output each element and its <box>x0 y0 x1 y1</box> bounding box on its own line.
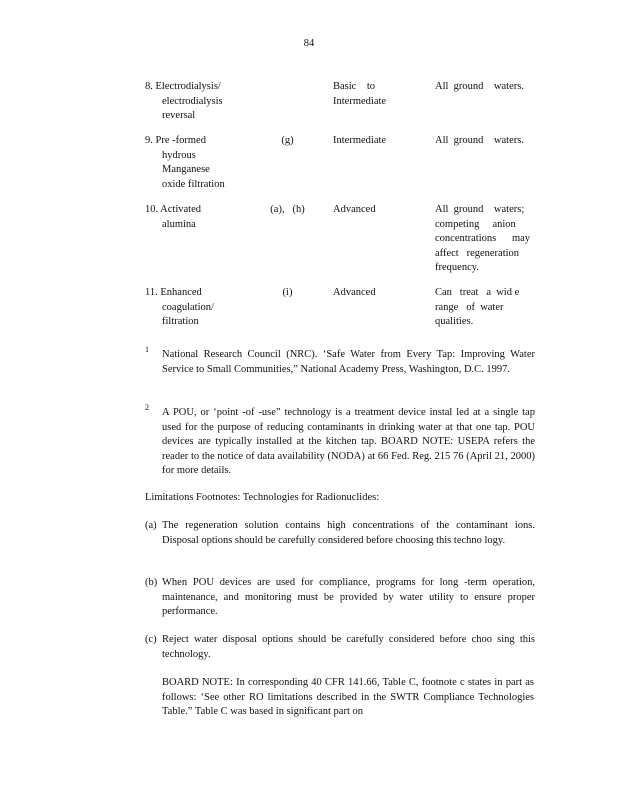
limitation-item <box>145 519 535 548</box>
limitation-text: Reject water disposal options should be carefully considered before choo sing this technology. <box>162 634 535 660</box>
operator-skill: Intermediate <box>333 135 387 146</box>
technology-name: 10. Activated alumina <box>145 204 201 230</box>
footnote-mark: 1 <box>145 345 149 354</box>
footnote <box>145 403 535 479</box>
limitation-text: The regeneration solution contains high concentrations of the contaminant ions. Disposal options should be carefully considered before choosing this techno logy. <box>162 520 535 546</box>
limitation-text: When POU devices are used for compliance, programs for long -term operation, maintenance, and monitoring must be provided by water utility to ensure proper performance. <box>162 577 535 617</box>
board-note: BOARD NOTE: In corresponding 40 CFR 141.66, Table C, footnote c states in part as follows: ‘See other RO limitations described in the SWTR Compliance Technologies Table.” Table C was based in significant part on <box>162 677 534 717</box>
limitation-ref: (i) <box>282 287 293 298</box>
raw-water-quality: All ground waters. <box>435 135 524 146</box>
limitation-label: (b) <box>145 577 158 588</box>
page-number: 84 <box>303 38 315 49</box>
raw-water-quality: Can treat a wid e range of water qualities. <box>435 287 520 327</box>
raw-water-quality: All ground waters. <box>435 81 524 92</box>
limitation-item <box>145 633 535 662</box>
limitations-heading: Limitations Footnotes: Technologies for Radionuclides: <box>145 492 380 503</box>
footnote-mark: 2 <box>145 403 149 412</box>
technology-name: 8. Electrodialysis/ electrodialysis reversal <box>145 81 223 121</box>
technology-name: 11. Enhanced coagulation/ filtration <box>145 287 214 327</box>
limitation-item <box>145 576 535 620</box>
operator-skill: Advanced <box>333 287 376 298</box>
operator-skill: Basic to Intermediate <box>333 81 387 107</box>
footnote <box>145 345 535 377</box>
footnote-text: National Research Council (NRC). ‘Safe Water from Every Tap: Improving Water Service to Small Communities,” National Academy Press, Washington, D.C. 1997. <box>162 349 535 375</box>
limitation-label: (a) <box>145 520 157 531</box>
footnote-text: A POU, or ‘point -of -use” technology is a treatment device instal led at a single tap used for the purpose of reducing contaminants in drinking water at that one tap. POU devices are typically installed at the kitchen tap. BOARD NOTE: USEPA refers the reader to the notice of data availability (NODA) at 66 Fed. Reg. 215 76 (April 21, 2000) for more details. <box>162 407 535 476</box>
raw-water-quality: All ground waters; competing anion concentrations may affect regeneration frequency. <box>435 204 531 273</box>
limitation-label: (c) <box>145 634 157 645</box>
operator-skill: Advanced <box>333 204 376 215</box>
limitation-ref: (g) <box>281 135 294 146</box>
technology-name: 9. Pre -formed hydrous Manganese oxide filtration <box>145 135 225 190</box>
limitation-ref: (a), (h) <box>270 204 305 215</box>
